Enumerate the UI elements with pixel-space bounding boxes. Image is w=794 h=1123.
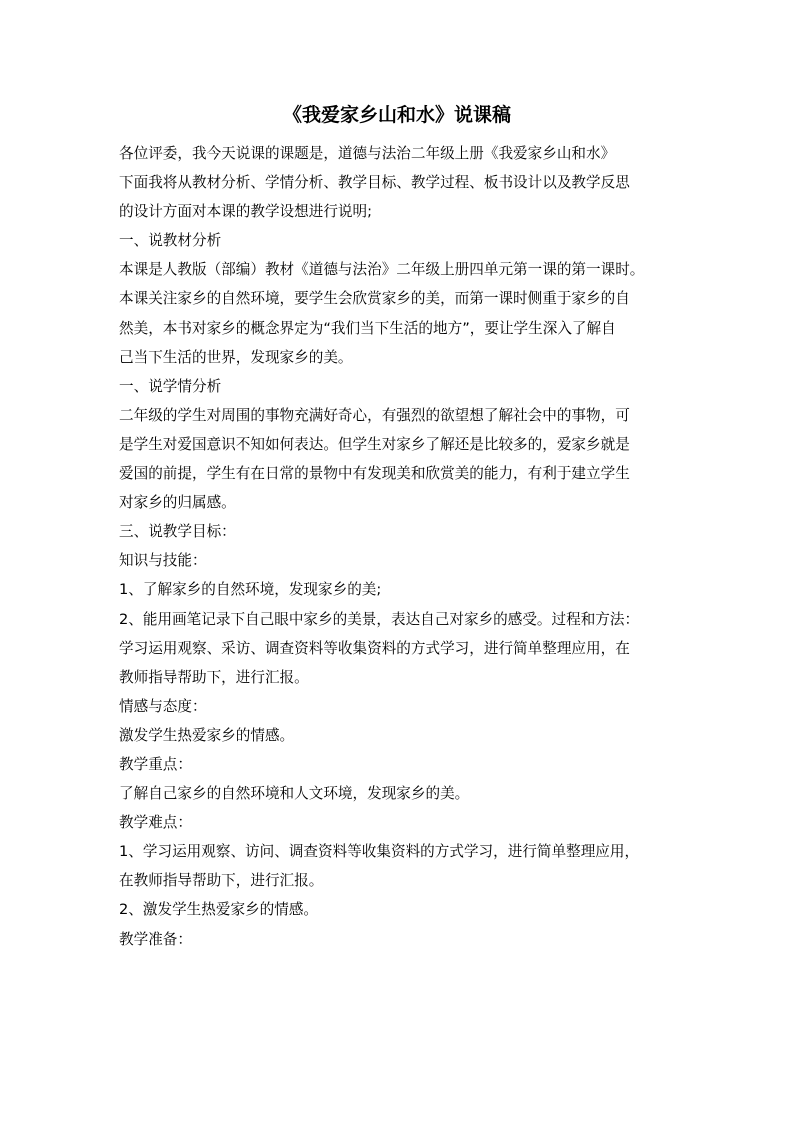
body-line: 了解自己家乡的自然环境和人文环境，发现家乡的美。	[119, 785, 470, 803]
body-line: 教师指导帮助下，进行汇报。	[119, 668, 309, 686]
section-heading: 三、说教学目标：	[119, 523, 236, 541]
body-line: 的设计方面对本课的教学设想进行说明;	[119, 203, 373, 221]
body-line: 在教师指导帮助下，进行汇报。	[119, 872, 324, 890]
list-item: 1、了解家乡的自然环境，发现家乡的美;	[119, 581, 382, 599]
body-line: 各位评委，我今天说课的课题是，道德与法治二年级上册《我爱家乡山和水》	[119, 145, 616, 162]
section-heading: 一、说学情分析	[119, 377, 222, 395]
list-item: 1、学习运用观察、访问、调查资料等收集资料的方式学习，进行简单整理应用，	[119, 843, 640, 861]
subheading: 知识与技能：	[119, 552, 207, 570]
body-line: 学习运用观察、采访、调查资料等收集资料的方式学习，进行简单整理应用，在	[119, 639, 630, 657]
subheading: 教学重点：	[119, 755, 192, 773]
list-item: 2、能用画笔记录下自己眼中家乡的美景，表达自己对家乡的感受。过程和方法：	[119, 610, 640, 628]
subheading: 情感与态度：	[119, 697, 207, 715]
section-heading: 一、说教材分析	[119, 232, 222, 250]
body-line: 然美，本书对家乡的概念界定为“我们当下生活的地方”，要让学生深入了解自	[119, 319, 616, 337]
document-body	[119, 139, 679, 954]
body-line: 本课关注家乡的自然环境，要学生会欣赏家乡的美，而第一课时侧重于家乡的自	[119, 290, 630, 308]
body-line: 激发学生热爱家乡的情感。	[119, 726, 295, 744]
body-line: 下面我将从教材分析、学情分析、教学目标、教学过程、板书设计以及教学反思	[119, 174, 630, 192]
list-item: 2、激发学生热爱家乡的情感。	[119, 901, 319, 919]
subheading: 教学准备：	[119, 930, 192, 948]
document-title: 《我爱家乡山和水》说课稿	[282, 104, 511, 126]
body-line: 己当下生活的世界，发现家乡的美。	[119, 348, 353, 366]
body-line: 二年级的学生对周围的事物充满好奇心，有强烈的欲望想了解社会中的事物，可	[119, 406, 630, 424]
body-line: 爱国的前提，学生有在日常的景物中有发现美和欣赏美的能力，有利于建立学生	[119, 465, 630, 483]
body-line: 是学生对爱国意识不知如何表达。但学生对家乡了解还是比较多的，爱家乡就是	[119, 435, 630, 453]
body-line: 对家乡的归属感。	[119, 494, 236, 512]
subheading: 教学难点：	[119, 814, 192, 832]
body-line: 本课是人教版（部编）教材《道德与法治》二年级上册四单元第一课的第一课时。	[119, 261, 645, 279]
